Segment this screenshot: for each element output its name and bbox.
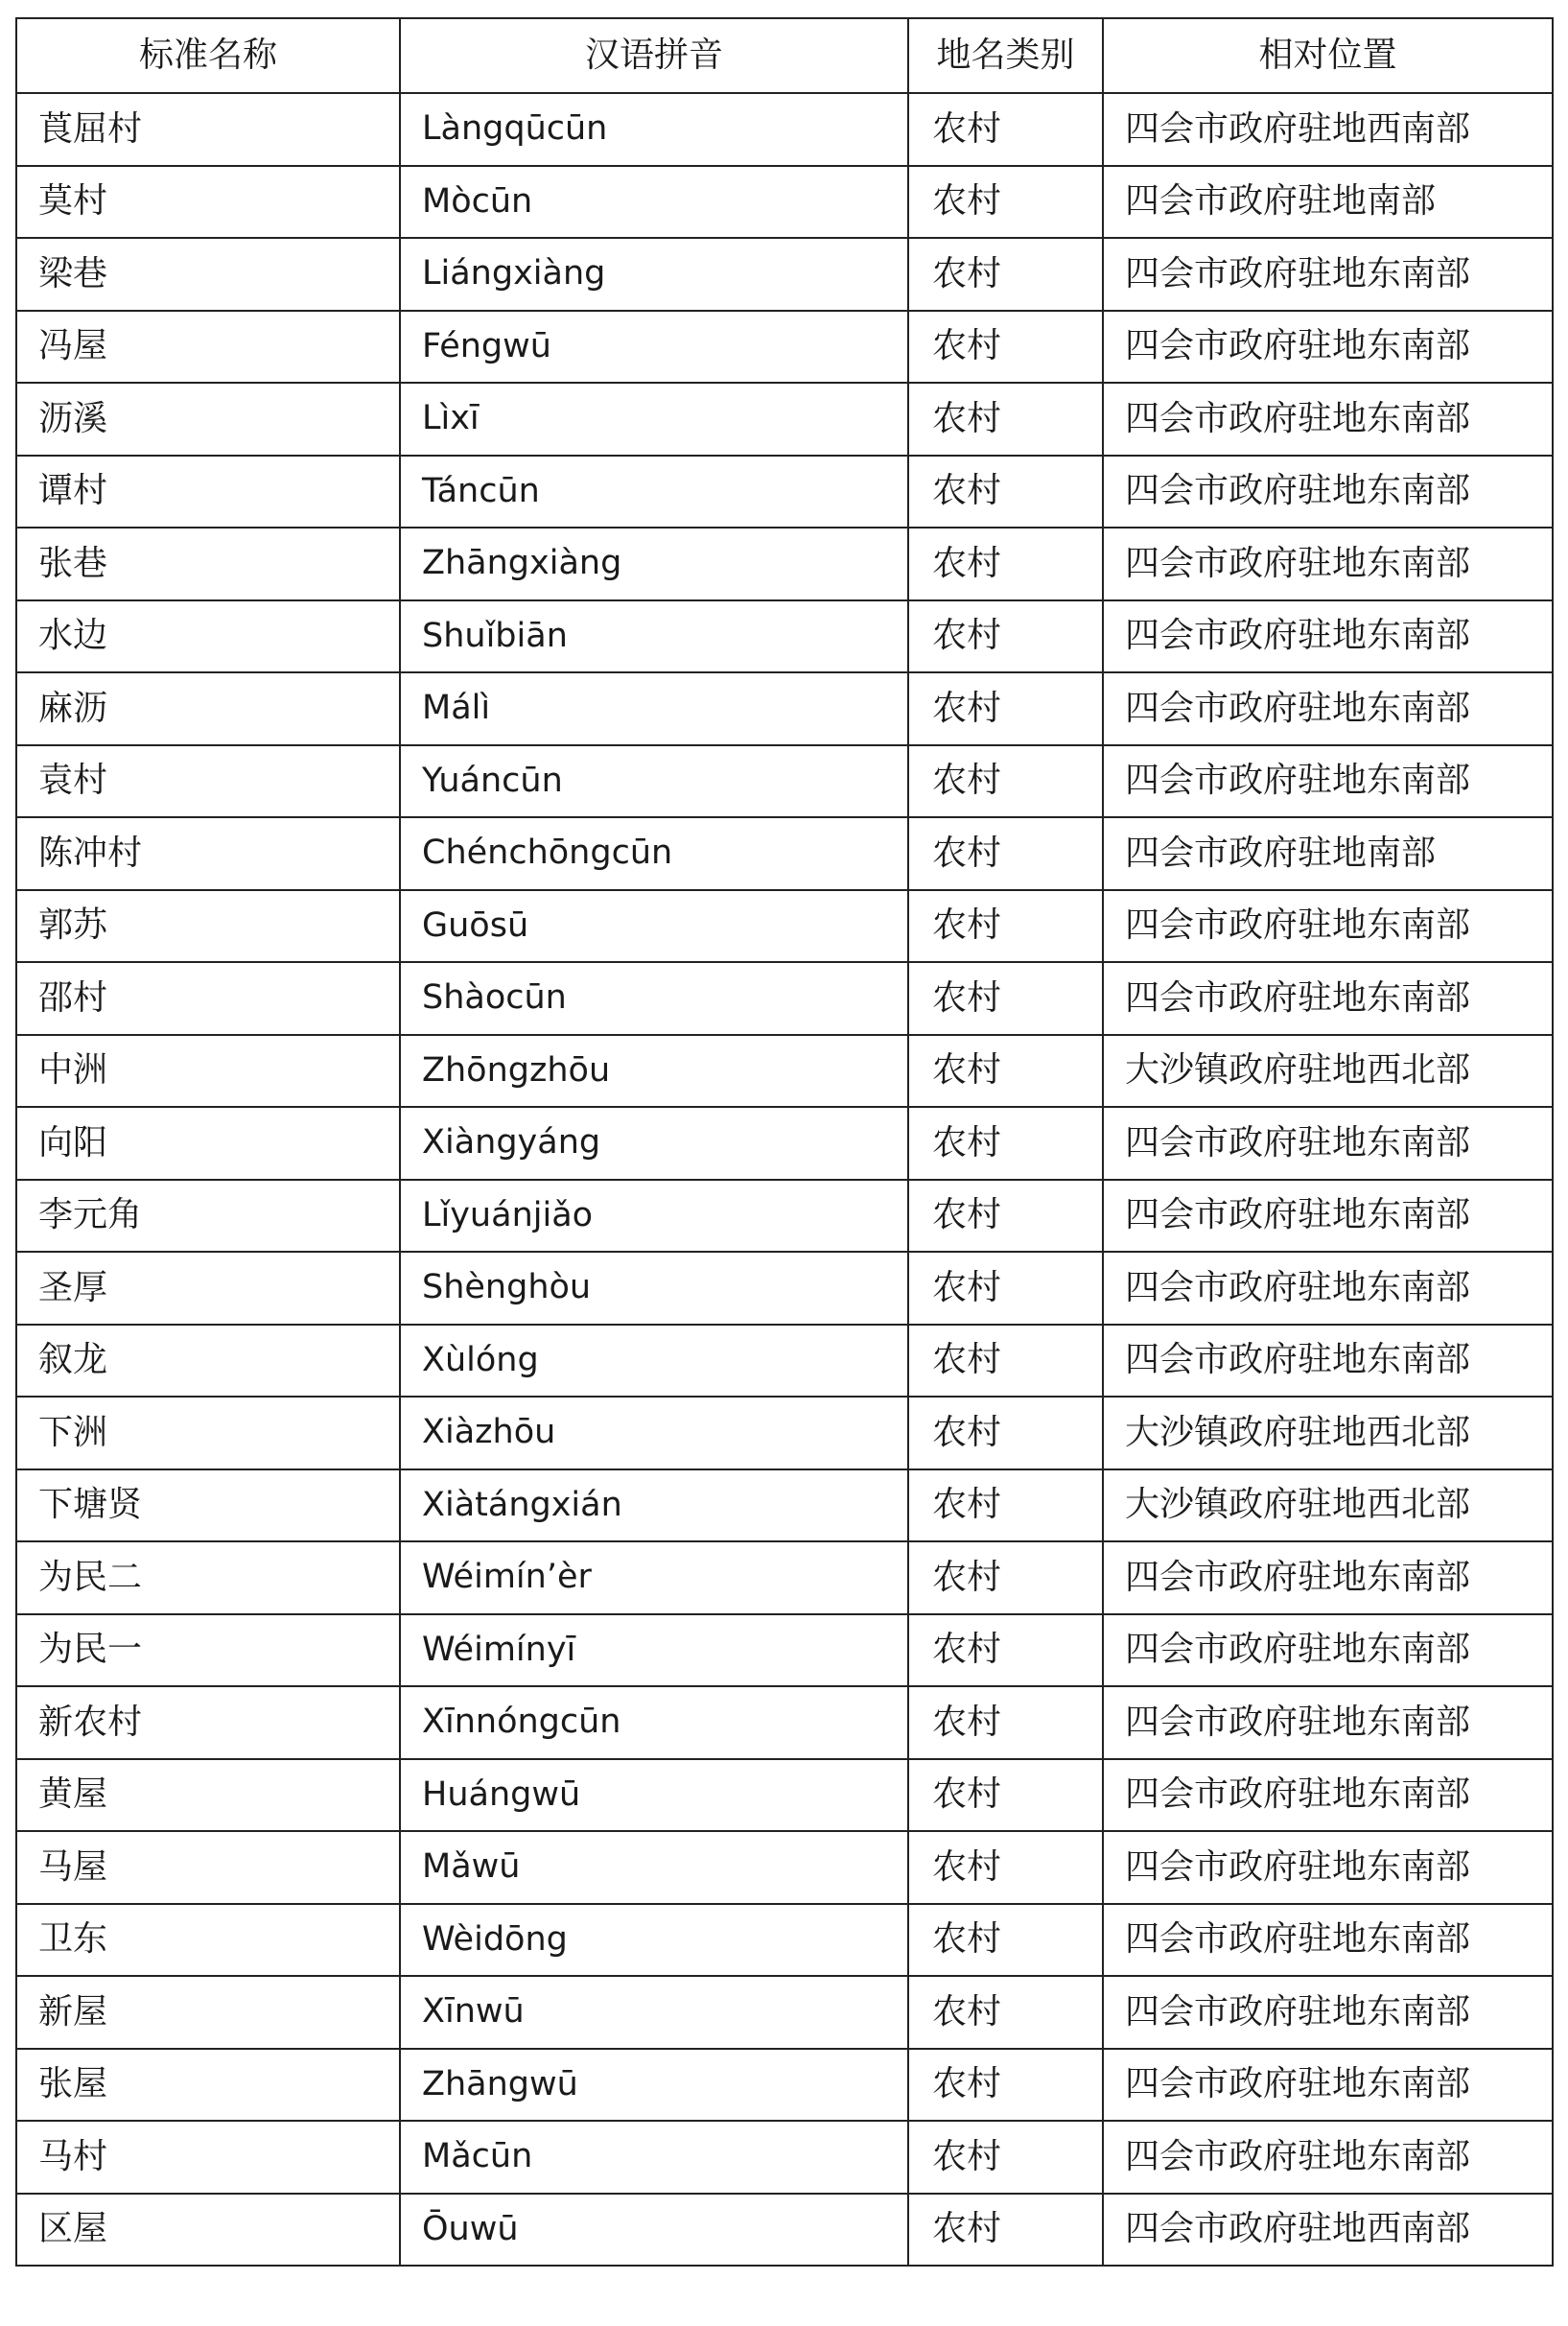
- table-row: [16, 962, 1553, 1035]
- cell-pinyin: Ōuwū: [400, 2194, 908, 2267]
- cell-relative-position: 四会市政府驻地东南部: [1103, 890, 1553, 963]
- cell-relative-position: 四会市政府驻地南部: [1103, 166, 1553, 239]
- table-row: [16, 1686, 1553, 1759]
- cell-pinyin: Lìxī: [400, 383, 908, 456]
- cell-relative-position: 四会市政府驻地东南部: [1103, 1686, 1553, 1759]
- cell-relative-position: 四会市政府驻地东南部: [1103, 1904, 1553, 1977]
- cell-relative-position: 四会市政府驻地东南部: [1103, 238, 1553, 311]
- cell-place-type: 农村: [908, 962, 1103, 1035]
- table-row: [16, 2049, 1553, 2122]
- table-row: [16, 383, 1553, 456]
- cell-relative-position: 四会市政府驻地东南部: [1103, 383, 1553, 456]
- cell-place-type: 农村: [908, 1107, 1103, 1180]
- table-body: [16, 93, 1553, 2266]
- cell-pinyin: Zhōngzhōu: [400, 1035, 908, 1108]
- cell-place-type: 农村: [908, 2049, 1103, 2122]
- cell-pinyin: Shuǐbiān: [400, 600, 908, 673]
- table-row: [16, 1614, 1553, 1687]
- table-row: [16, 528, 1553, 600]
- cell-standard-name: 区屋: [16, 2194, 400, 2267]
- cell-relative-position: 四会市政府驻地东南部: [1103, 1107, 1553, 1180]
- table-row: [16, 600, 1553, 673]
- cell-place-type: 农村: [908, 890, 1103, 963]
- table-row: [16, 1904, 1553, 1977]
- cell-pinyin: Huángwū: [400, 1759, 908, 1832]
- cell-place-type: 农村: [908, 672, 1103, 745]
- cell-place-type: 农村: [908, 2121, 1103, 2194]
- cell-relative-position: 大沙镇政府驻地西北部: [1103, 1469, 1553, 1542]
- table-row: [16, 2194, 1553, 2267]
- cell-pinyin: Làngqūcūn: [400, 93, 908, 166]
- cell-relative-position: 四会市政府驻地东南部: [1103, 1325, 1553, 1398]
- cell-standard-name: 马屋: [16, 1831, 400, 1904]
- cell-relative-position: 四会市政府驻地东南部: [1103, 745, 1553, 818]
- cell-pinyin: Wèidōng: [400, 1904, 908, 1977]
- cell-pinyin: Xiàtángxián: [400, 1469, 908, 1542]
- cell-pinyin: Xiàngyáng: [400, 1107, 908, 1180]
- cell-place-type: 农村: [908, 1759, 1103, 1832]
- cell-pinyin: Lǐyuánjiǎo: [400, 1180, 908, 1253]
- cell-standard-name: 麻沥: [16, 672, 400, 745]
- cell-pinyin: Mǎcūn: [400, 2121, 908, 2194]
- cell-place-type: 农村: [908, 93, 1103, 166]
- cell-pinyin: Táncūn: [400, 456, 908, 529]
- table-row: [16, 166, 1553, 239]
- table-row: [16, 1107, 1553, 1180]
- cell-pinyin: Xīnwū: [400, 1976, 908, 2049]
- table-row: [16, 1397, 1553, 1469]
- cell-place-type: 农村: [908, 600, 1103, 673]
- cell-pinyin: Shènghòu: [400, 1252, 908, 1325]
- table-row: [16, 311, 1553, 384]
- cell-standard-name: 梁巷: [16, 238, 400, 311]
- cell-relative-position: 四会市政府驻地东南部: [1103, 962, 1553, 1035]
- table-row: [16, 2121, 1553, 2194]
- cell-standard-name: 为民二: [16, 1541, 400, 1614]
- cell-pinyin: Málì: [400, 672, 908, 745]
- cell-place-type: 农村: [908, 1686, 1103, 1759]
- header-pinyin: 汉语拼音: [400, 18, 908, 93]
- header-standard-name: 标准名称: [16, 18, 400, 93]
- cell-relative-position: 四会市政府驻地东南部: [1103, 1759, 1553, 1832]
- cell-relative-position: 四会市政府驻地南部: [1103, 817, 1553, 890]
- cell-standard-name: 陈冲村: [16, 817, 400, 890]
- cell-place-type: 农村: [908, 383, 1103, 456]
- cell-standard-name: 郭苏: [16, 890, 400, 963]
- table-row: [16, 1035, 1553, 1108]
- cell-place-type: 农村: [908, 1252, 1103, 1325]
- table-row: [16, 1252, 1553, 1325]
- cell-pinyin: Féngwū: [400, 311, 908, 384]
- cell-relative-position: 四会市政府驻地东南部: [1103, 1614, 1553, 1687]
- table-row: [16, 1759, 1553, 1832]
- table-row: [16, 93, 1553, 166]
- cell-standard-name: 下洲: [16, 1397, 400, 1469]
- table-row: [16, 745, 1553, 818]
- cell-place-type: 农村: [908, 456, 1103, 529]
- cell-relative-position: 四会市政府驻地东南部: [1103, 2121, 1553, 2194]
- cell-relative-position: 四会市政府驻地东南部: [1103, 1541, 1553, 1614]
- cell-standard-name: 沥溪: [16, 383, 400, 456]
- cell-standard-name: 为民一: [16, 1614, 400, 1687]
- cell-place-type: 农村: [908, 311, 1103, 384]
- cell-relative-position: 四会市政府驻地东南部: [1103, 1831, 1553, 1904]
- table-row: [16, 1325, 1553, 1398]
- table-row: [16, 238, 1553, 311]
- cell-pinyin: Guōsū: [400, 890, 908, 963]
- header-place-type: 地名类别: [908, 18, 1103, 93]
- cell-relative-position: 四会市政府驻地东南部: [1103, 600, 1553, 673]
- cell-place-type: 农村: [908, 1397, 1103, 1469]
- cell-standard-name: 新屋: [16, 1976, 400, 2049]
- table-row: [16, 890, 1553, 963]
- cell-standard-name: 圣厚: [16, 1252, 400, 1325]
- cell-pinyin: Xiàzhōu: [400, 1397, 908, 1469]
- cell-place-type: 农村: [908, 1614, 1103, 1687]
- cell-pinyin: Zhāngxiàng: [400, 528, 908, 600]
- cell-standard-name: 下塘贤: [16, 1469, 400, 1542]
- table-row: [16, 1180, 1553, 1253]
- cell-relative-position: 四会市政府驻地东南部: [1103, 1976, 1553, 2049]
- cell-relative-position: 四会市政府驻地东南部: [1103, 1180, 1553, 1253]
- cell-relative-position: 四会市政府驻地东南部: [1103, 456, 1553, 529]
- cell-standard-name: 张巷: [16, 528, 400, 600]
- cell-place-type: 农村: [908, 1904, 1103, 1977]
- table-row: [16, 456, 1553, 529]
- cell-place-type: 农村: [908, 1541, 1103, 1614]
- header-relative-position: 相对位置: [1103, 18, 1553, 93]
- table-row: [16, 1976, 1553, 2049]
- cell-relative-position: 大沙镇政府驻地西北部: [1103, 1397, 1553, 1469]
- cell-place-type: 农村: [908, 1325, 1103, 1398]
- cell-relative-position: 四会市政府驻地东南部: [1103, 2049, 1553, 2122]
- cell-relative-position: 四会市政府驻地东南部: [1103, 1252, 1553, 1325]
- cell-pinyin: Mǎwū: [400, 1831, 908, 1904]
- table-row: [16, 1831, 1553, 1904]
- cell-pinyin: Chénchōngcūn: [400, 817, 908, 890]
- cell-pinyin: Wéimínyī: [400, 1614, 908, 1687]
- cell-place-type: 农村: [908, 1180, 1103, 1253]
- cell-place-type: 农村: [908, 238, 1103, 311]
- cell-standard-name: 李元角: [16, 1180, 400, 1253]
- cell-place-type: 农村: [908, 166, 1103, 239]
- cell-pinyin: Wéimín’èr: [400, 1541, 908, 1614]
- cell-pinyin: Liángxiàng: [400, 238, 908, 311]
- cell-place-type: 农村: [908, 528, 1103, 600]
- cell-place-type: 农村: [908, 1976, 1103, 2049]
- cell-standard-name: 向阳: [16, 1107, 400, 1180]
- cell-place-type: 农村: [908, 2194, 1103, 2267]
- table-row: [16, 817, 1553, 890]
- cell-place-type: 农村: [908, 1831, 1103, 1904]
- cell-pinyin: Xīnnóngcūn: [400, 1686, 908, 1759]
- table-row: [16, 672, 1553, 745]
- cell-standard-name: 莫村: [16, 166, 400, 239]
- cell-standard-name: 卫东: [16, 1904, 400, 1977]
- cell-standard-name: 水边: [16, 600, 400, 673]
- cell-relative-position: 四会市政府驻地东南部: [1103, 311, 1553, 384]
- table-header-row: [16, 18, 1553, 93]
- cell-standard-name: 张屋: [16, 2049, 400, 2122]
- cell-relative-position: 四会市政府驻地东南部: [1103, 528, 1553, 600]
- cell-standard-name: 新农村: [16, 1686, 400, 1759]
- cell-relative-position: 四会市政府驻地东南部: [1103, 672, 1553, 745]
- cell-relative-position: 四会市政府驻地西南部: [1103, 93, 1553, 166]
- cell-standard-name: 中洲: [16, 1035, 400, 1108]
- cell-standard-name: 莨屈村: [16, 93, 400, 166]
- cell-standard-name: 冯屋: [16, 311, 400, 384]
- cell-relative-position: 大沙镇政府驻地西北部: [1103, 1035, 1553, 1108]
- table-row: [16, 1469, 1553, 1542]
- cell-standard-name: 马村: [16, 2121, 400, 2194]
- cell-standard-name: 邵村: [16, 962, 400, 1035]
- cell-standard-name: 袁村: [16, 745, 400, 818]
- cell-place-type: 农村: [908, 1035, 1103, 1108]
- cell-place-type: 农村: [908, 817, 1103, 890]
- cell-standard-name: 谭村: [16, 456, 400, 529]
- table-row: [16, 1541, 1553, 1614]
- cell-standard-name: 黄屋: [16, 1759, 400, 1832]
- cell-pinyin: Xùlóng: [400, 1325, 908, 1398]
- cell-pinyin: Shàocūn: [400, 962, 908, 1035]
- cell-place-type: 农村: [908, 1469, 1103, 1542]
- cell-pinyin: Zhāngwū: [400, 2049, 908, 2122]
- cell-relative-position: 四会市政府驻地西南部: [1103, 2194, 1553, 2267]
- cell-standard-name: 叙龙: [16, 1325, 400, 1398]
- cell-place-type: 农村: [908, 745, 1103, 818]
- cell-pinyin: Yuáncūn: [400, 745, 908, 818]
- place-name-table: [15, 17, 1554, 2267]
- cell-pinyin: Mòcūn: [400, 166, 908, 239]
